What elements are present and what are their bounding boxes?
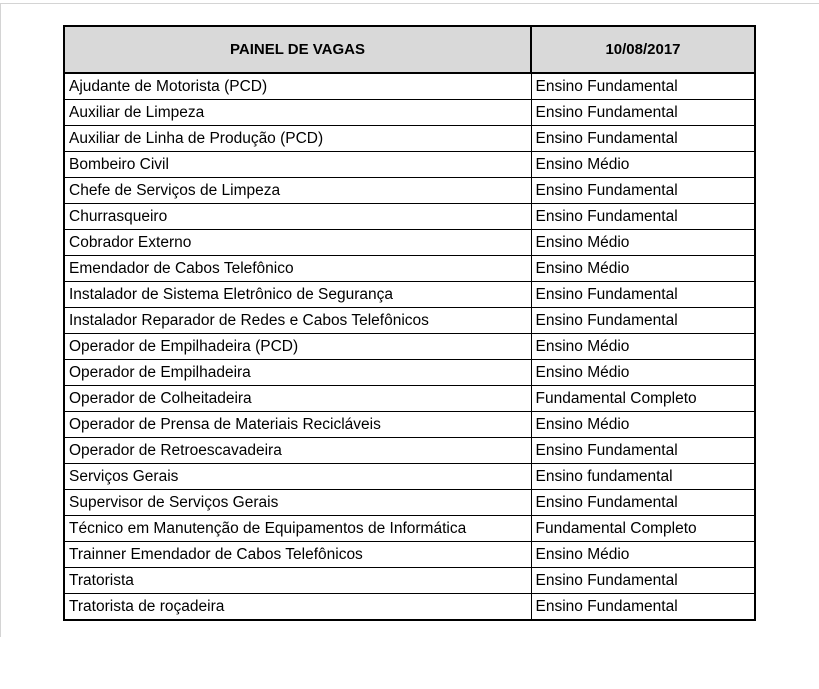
table-header-row [64, 26, 755, 73]
cell-position: Operador de Empilhadeira [64, 360, 531, 386]
cell-requirement: Ensino Fundamental [531, 100, 755, 126]
cell-requirement: Fundamental Completo [531, 386, 755, 412]
table-row [64, 282, 755, 308]
cell-requirement: Ensino Médio [531, 152, 755, 178]
cell-requirement: Ensino Fundamental [531, 204, 755, 230]
cell-requirement: Ensino Fundamental [531, 438, 755, 464]
table-row [64, 230, 755, 256]
cell-position: Trainner Emendador de Cabos Telefônicos [64, 542, 531, 568]
cell-requirement: Ensino Fundamental [531, 178, 755, 204]
panel-title-header: PAINEL DE VAGAS [64, 26, 531, 73]
table-row [64, 360, 755, 386]
cell-requirement: Ensino Médio [531, 412, 755, 438]
table-row [64, 568, 755, 594]
table-row [64, 126, 755, 152]
cell-requirement: Ensino Fundamental [531, 282, 755, 308]
cell-requirement: Ensino Fundamental [531, 490, 755, 516]
cell-position: Chefe de Serviços de Limpeza [64, 178, 531, 204]
cell-position: Operador de Prensa de Materiais Recicláveis [64, 412, 531, 438]
cell-position: Serviços Gerais [64, 464, 531, 490]
table-row [64, 204, 755, 230]
table-row [64, 438, 755, 464]
cell-position: Cobrador Externo [64, 230, 531, 256]
cell-requirement: Ensino Fundamental [531, 568, 755, 594]
cell-requirement: Ensino Médio [531, 542, 755, 568]
cell-requirement: Ensino fundamental [531, 464, 755, 490]
table-row [64, 464, 755, 490]
cell-position: Churrasqueiro [64, 204, 531, 230]
table-row [64, 308, 755, 334]
cell-requirement: Ensino Médio [531, 230, 755, 256]
table-row [64, 73, 755, 100]
cell-requirement: Fundamental Completo [531, 516, 755, 542]
cell-position: Técnico em Manutenção de Equipamentos de Informática [64, 516, 531, 542]
cell-position: Tratorista de roçadeira [64, 594, 531, 621]
table-row [64, 100, 755, 126]
cell-position: Instalador Reparador de Redes e Cabos Telefônicos [64, 308, 531, 334]
cell-requirement: Ensino Médio [531, 360, 755, 386]
cell-position: Instalador de Sistema Eletrônico de Segurança [64, 282, 531, 308]
cell-position: Operador de Empilhadeira (PCD) [64, 334, 531, 360]
table-row [64, 412, 755, 438]
cell-requirement: Ensino Fundamental [531, 73, 755, 100]
cell-requirement: Ensino Médio [531, 334, 755, 360]
cell-requirement: Ensino Fundamental [531, 594, 755, 621]
table-row [64, 178, 755, 204]
table-row [64, 386, 755, 412]
cell-position: Tratorista [64, 568, 531, 594]
table-row [64, 542, 755, 568]
cell-requirement: Ensino Fundamental [531, 126, 755, 152]
cell-position: Auxiliar de Limpeza [64, 100, 531, 126]
cell-position: Ajudante de Motorista (PCD) [64, 73, 531, 100]
table-body [64, 73, 755, 620]
cell-position: Bombeiro Civil [64, 152, 531, 178]
cell-position: Auxiliar de Linha de Produção (PCD) [64, 126, 531, 152]
job-vacancies-table [63, 25, 756, 621]
cell-position: Operador de Retroescavadeira [64, 438, 531, 464]
cell-position: Supervisor de Serviços Gerais [64, 490, 531, 516]
table-row [64, 516, 755, 542]
table-row [64, 594, 755, 621]
cell-requirement: Ensino Fundamental [531, 308, 755, 334]
table-row [64, 152, 755, 178]
cell-position: Operador de Colheitadeira [64, 386, 531, 412]
cell-requirement: Ensino Médio [531, 256, 755, 282]
cell-position: Emendador de Cabos Telefônico [64, 256, 531, 282]
table-row [64, 334, 755, 360]
date-header: 10/08/2017 [531, 26, 755, 73]
table-row [64, 490, 755, 516]
table-row [64, 256, 755, 282]
